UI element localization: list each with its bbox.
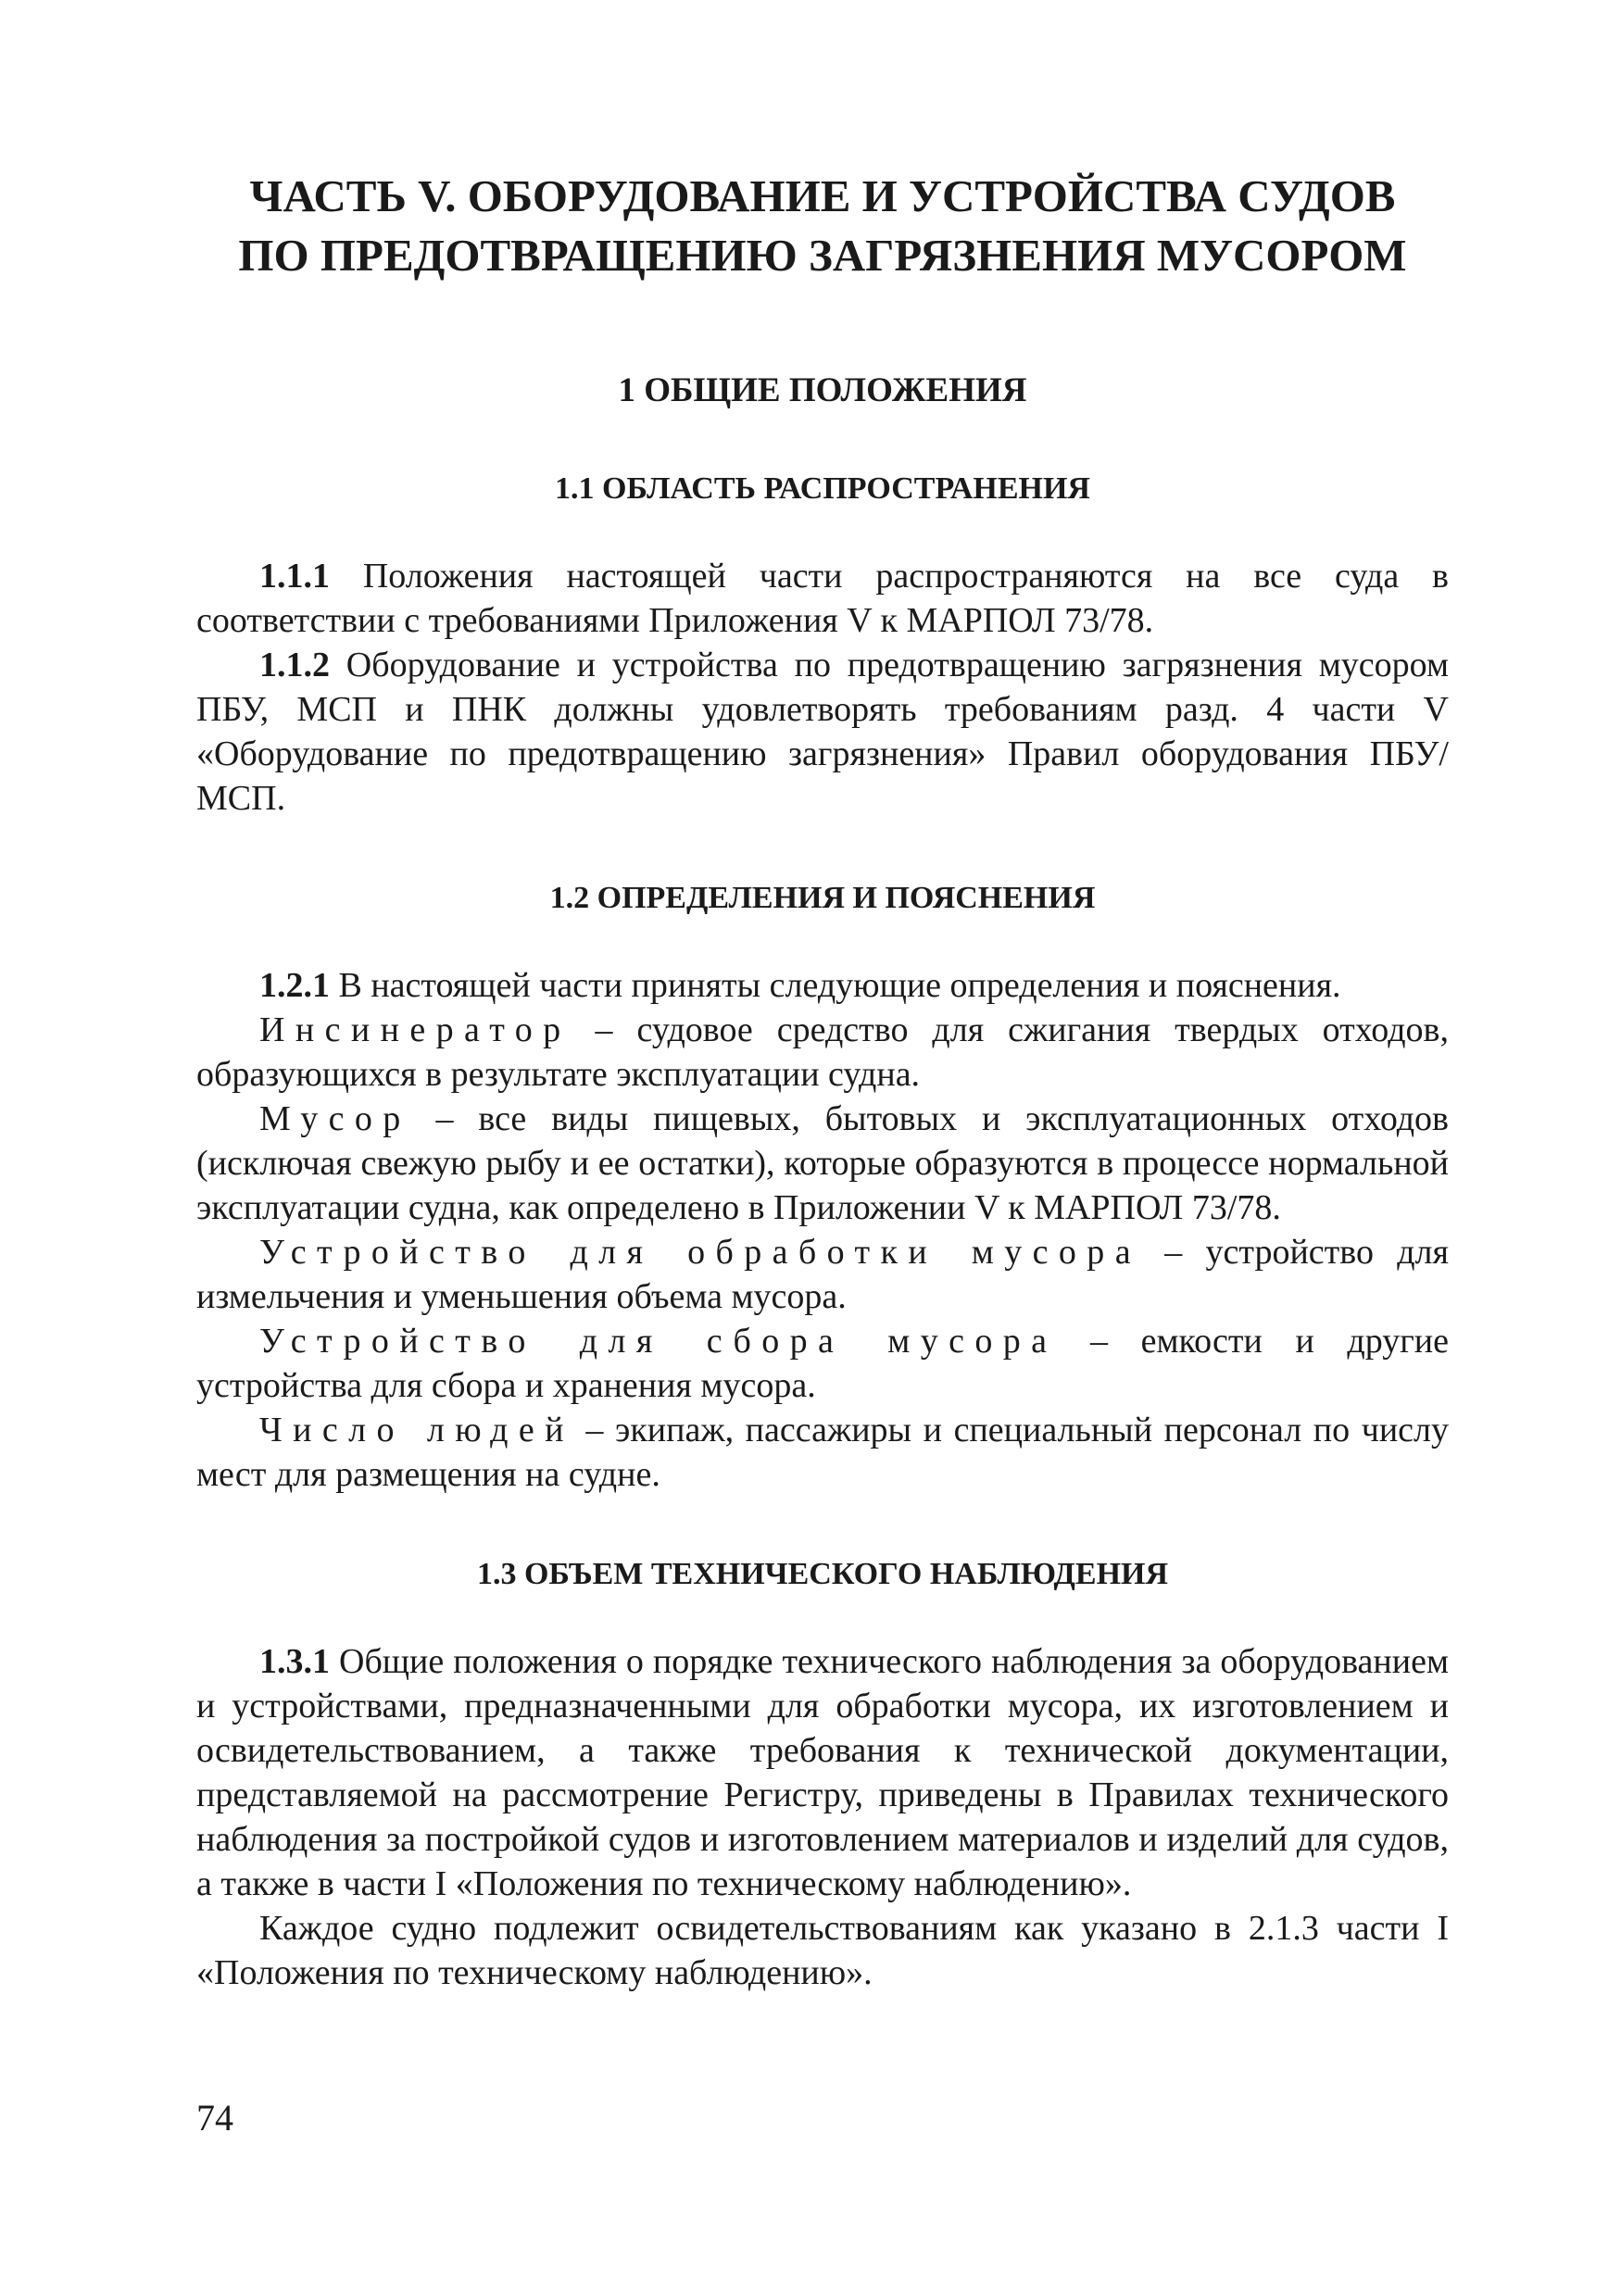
section-body (196, 963, 1449, 1497)
part-title (196, 167, 1449, 285)
definition-term: Мусор (259, 1099, 411, 1138)
definition-text: – емкости и другие устройства для сбора и хранения мусора. (196, 1322, 1449, 1405)
definition-text: – экипаж, пассажиры и специальный персонал по числу мест для размещения на судне. (196, 1411, 1449, 1494)
clause-text: Общие положения о порядке технического наблюдения за оборудованием и устройствами, предназначенными для обработки мусора, их изготовлением и освидетельствованием, а также требования к технической документации, представляемой на рассмотрение Регистру, приведены в Правилах технического наблюдения за постройкой судов и изготовлением материалов и изделий для судов, а также в части I «Положения по техническому наблюдению». (196, 1642, 1449, 1903)
definition-garbage-collecting-device (196, 1319, 1449, 1408)
definition-incinerator (196, 1008, 1449, 1097)
definition-text: – судовое средство для сжигания твердых отходов, образующихся в результате эксплуатации судна. (196, 1010, 1449, 1094)
definition-term: Инсинератор (259, 1010, 572, 1049)
clause-number: 1.1.2 (259, 646, 330, 684)
clause-number: 1.1.1 (259, 557, 330, 596)
definition-garbage (196, 1097, 1449, 1230)
definition-term: Устройство для сбора мусора (259, 1322, 1058, 1361)
definition-text: – все виды пищевых, бытовых и эксплуатационных отходов (исключая свежую рыбу и ее остатки), которые образуются в процессе нормальной эксплуатации судна, как определено в Приложении V к МАРПОЛ 73/78. (196, 1099, 1449, 1227)
definition-garbage-processing-device (196, 1230, 1449, 1319)
clause-text: В настоящей части приняты следующие определения и пояснения. (330, 966, 1341, 1005)
part-title-line-1: ЧАСТЬ V. ОБОРУДОВАНИЕ И УСТРОЙСТВА СУДОВ (249, 170, 1396, 221)
paragraph-1-1-1 (196, 554, 1449, 643)
clause-text: Положения настоящей части распространяются на все суда в соответствии с требованиями Приложения V к МАРПОЛ 73/78. (196, 557, 1449, 640)
clause-number: 1.2.1 (259, 966, 330, 1005)
section-title: 1.2 ОПРЕДЕЛЕНИЯ И ПОЯСНЕНИЯ (549, 881, 1096, 915)
section-title: 1.3 ОБЪЕМ ТЕХНИЧЕСКОГО НАБЛЮДЕНИЯ (476, 1557, 1169, 1591)
clause-text: Оборудование и устройства по предотвращению загрязнения мусором ПБУ, МСП и ПНК должны удовлетворять требованиям разд. 4 части V «Оборудование по предотвращению загрязнения» Правил оборудования ПБУ/МСП. (196, 646, 1449, 818)
chapter-title: 1 ОБЩИЕ ПОЛОЖЕНИЯ (618, 371, 1027, 409)
clause-number: 1.3.1 (259, 1642, 330, 1681)
definition-term: Число людей (259, 1411, 574, 1449)
section-1-2 (196, 878, 1449, 1497)
page-number: 74 (196, 2097, 233, 2139)
paragraph-1-1-2 (196, 643, 1449, 821)
definition-text: – устройство для измельчения и уменьшения объема мусора. (196, 1233, 1449, 1316)
paragraph-1-3-1 (196, 1639, 1449, 1906)
paragraph-survey: Каждое судно подлежит освидетельствованиям как указано в 2.1.3 части I «Положения по техническому наблюдению». (196, 1909, 1449, 1992)
document-page (196, 167, 1449, 1995)
definition-number-of-persons (196, 1408, 1449, 1497)
section-body (196, 554, 1449, 821)
section-title: 1.1 ОБЛАСТЬ РАСПРОСТРАНЕНИЯ (555, 471, 1090, 506)
section-1-3 (196, 1554, 1449, 1995)
section-body (196, 1639, 1449, 1995)
definition-term: Устройство для обработки мусора (259, 1233, 1141, 1272)
part-title-line-2: ПО ПРЕДОТВРАЩЕНИЮ ЗАГРЯЗНЕНИЯ МУСОРОМ (238, 230, 1407, 281)
section-1-1 (196, 469, 1449, 821)
paragraph-1-2-1 (196, 963, 1449, 1008)
